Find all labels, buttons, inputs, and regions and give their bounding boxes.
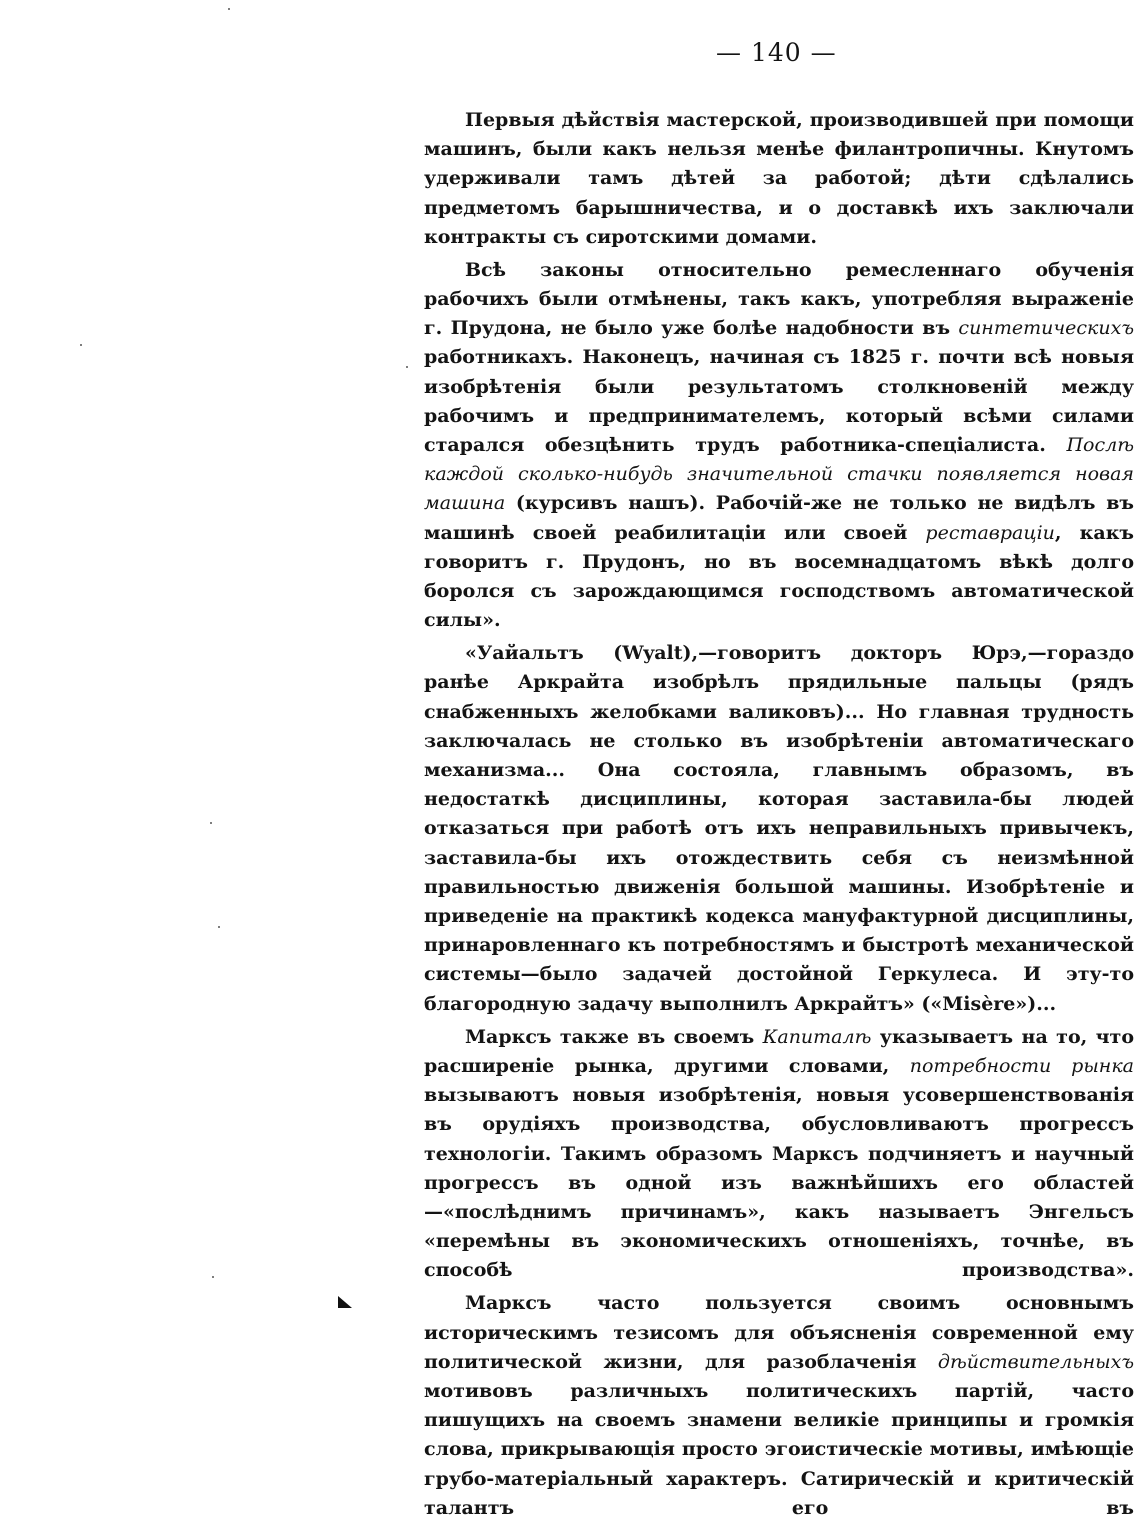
paragraph-4-text-a: Марксъ также въ своемъ	[465, 1025, 763, 1048]
scan-speck	[210, 822, 212, 824]
scan-speck	[406, 366, 408, 368]
paragraph-4-italic-capital: Капиталѣ	[762, 1025, 872, 1048]
paragraph-5-text-a: Марксъ часто пользуется своимъ основнымъ историческимъ тезисомъ для объясненія современной ему политической жизни, для разоблаченія	[424, 1292, 1134, 1373]
paragraph-4-italic-market-needs: потребности рынка	[909, 1054, 1134, 1077]
paragraph-5-text-c: мотивовъ различныхъ политическихъ партій, часто пишущихъ на своемъ знамени великіе принципы и громкія слова, прикрывающія просто эгоистическіе мотивы, имѣющіе грубо-матеріальный характеръ. Сатирическій и критическій талантъ его въ	[424, 1379, 1134, 1519]
page-number: — 140 —	[716, 38, 837, 67]
scan-speck	[228, 8, 230, 10]
scan-speck	[218, 926, 220, 928]
paragraph-2-italic-synthetic: синтетическихъ	[958, 317, 1134, 340]
paragraph-2	[424, 256, 1134, 636]
paragraph-2-text-a: Всѣ законы относительно ремесленнаго обученія рабочихъ были отмѣнены, такъ какъ, употребляя выраженіе г. Прудона, не было уже болѣе надобности въ	[424, 258, 1134, 340]
paragraph-2-text-e: (курсивъ нашъ). Рабочій-же не только не видѣлъ въ машинѣ своей реабилитаціи или своей	[424, 492, 1134, 544]
paragraph-1-text: Первыя дѣйствія мастерской, производившей при помощи машинъ, были какъ нельзя менѣе филантропичны. Кнутомъ удерживали тамъ дѣтей за работой; дѣти сдѣлались предметомъ барышничества, и о доставкѣ ихъ заключали контракты съ сиротскими домами.	[424, 109, 1134, 248]
paragraph-4	[424, 1023, 1134, 1286]
paragraph-5-italic-actual: дѣйствительныхъ	[937, 1350, 1134, 1373]
paragraph-2-text-c: работникахъ. Наконецъ, начиная съ 1825 г. почти всѣ новыя изобрѣтенія были результатомъ столкновеній между рабочимъ и предпринимателемъ, который всѣми силами старался обезцѣнить трудъ работника-спеціалиста.	[424, 346, 1134, 457]
scan-corner-mark	[338, 1296, 352, 1308]
paragraph-3-text: «Уайальтъ (Wyalt),—говоритъ докторъ Юрэ,—гораздо ранѣе Аркрайта изобрѣлъ прядильные пальцы (рядъ снабженныхъ желобками валиковъ)... Но главная трудность заключалась не столько въ изобрѣтеніи автоматическаго механизма... Она состояла, главнымъ образомъ, въ недостаткѣ дисциплины, которая заставила-бы людей отказаться при работѣ отъ ихъ неправильныхъ привычекъ, заставила-бы ихъ отождествить себя съ неизмѣнной правильностью движенія большой машины. Изобрѣтеніе и приведеніе на практикѣ кодекса мануфактурной дисциплины, принаровленнаго къ потребностямъ и быстротѣ механической системы—было задачей достойной Геркулеса. И эту-то благородную задачу выполнилъ Аркрайтъ» («Misère»)...	[424, 642, 1134, 1015]
scan-speck	[212, 1276, 214, 1278]
paragraph-2-italic-quote: Послѣ каждой сколько-нибудь значительной стачки появляется новая машина	[424, 434, 1134, 515]
paragraph-1	[424, 106, 1134, 252]
paragraph-2-text-g: , какъ говоритъ г. Прудонъ, но въ восемнадцатомъ вѣкѣ долго боролся съ зарождающимся господствомъ автоматической силы».	[424, 521, 1134, 632]
paragraph-4-text-e: вызываютъ новыя изобрѣтенія, новыя усовершенствованія въ орудіяхъ производства, обусловливаютъ прогрессъ технологіи. Такимъ образомъ Марксъ подчиняетъ и научный прогрессъ въ одной изъ важнѣйшихъ его областей—«послѣднимъ причинамъ», какъ называетъ Энгельсъ «перемѣны въ экономическихъ отношеніяхъ, точнѣе, въ способѣ производства».	[424, 1084, 1134, 1282]
paragraph-2-italic-restoration: реставраціи	[925, 521, 1055, 544]
text-column	[424, 106, 1134, 1523]
paragraph-5	[424, 1289, 1134, 1523]
scan-speck	[80, 344, 82, 346]
paragraph-4-text-c: указываетъ на то, что расширеніе рынка, другими словами,	[424, 1025, 1135, 1077]
paragraph-3	[424, 639, 1134, 1019]
